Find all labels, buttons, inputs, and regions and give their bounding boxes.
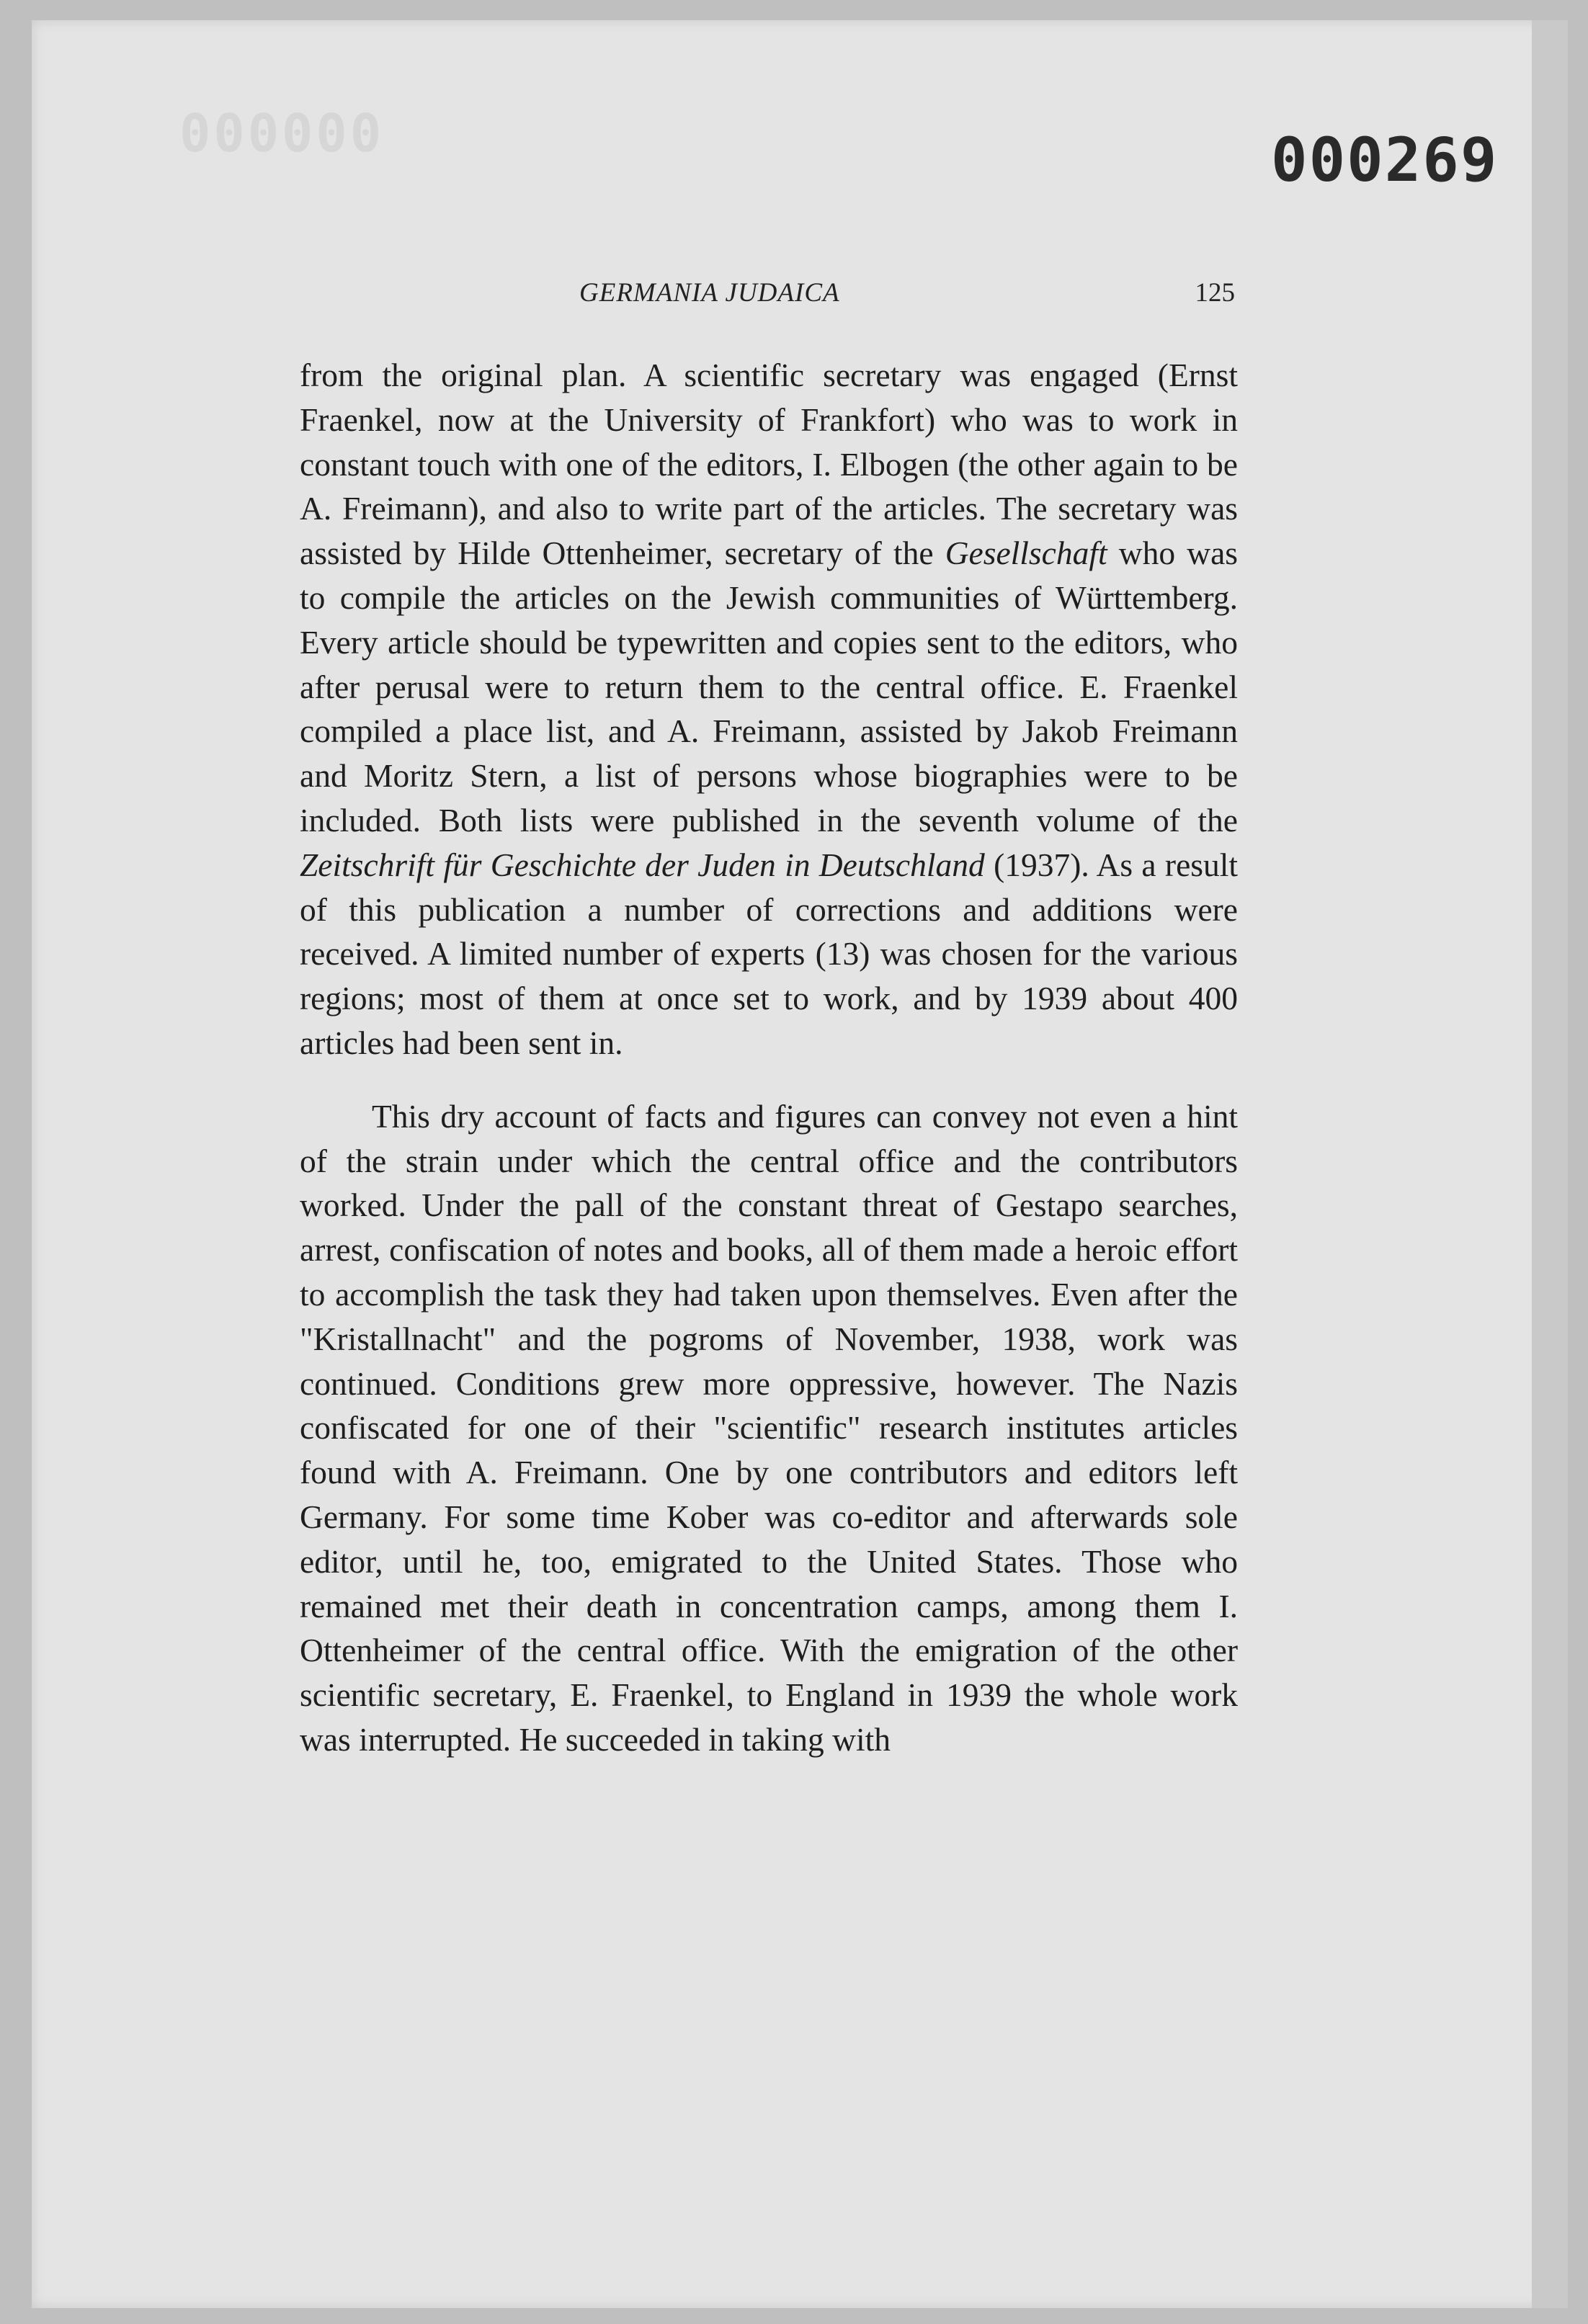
running-head: [298, 277, 1235, 321]
faded-stamp-mark: 000000: [179, 103, 385, 164]
running-title: GERMANIA JUDAICA: [579, 278, 840, 308]
paragraph-2: This dry account of facts and figures can convey not even a hint of the strain under which the central office and the contributors worked. Under the pall of the constant threat of Gestapo searches, arrest, confiscation of notes and books, all of them made a heroic effort to accomplish the task they had taken upon themselves. Even after the "Kristallnacht" and the pogroms of November, 1938, work was continued. Conditions grew more oppressive, however. The Nazis confiscated for one of their "scientific" research institutes articles found with A. Freimann. One by one contributors and editors left Germany. For some time Kober was co-editor and afterwards sole editor, until he, too, emigrated to the United States. Those who remained met their death in concentration camps, among them I. Ottenheimer of the central office. With the emigration of the other scientific secretary, E. Fraenkel, to England in 1939 the whole work was interrupted. He succeeded in taking with: [300, 1097, 1238, 1758]
italic-gesellschaft: Gesellschaft: [945, 535, 1107, 572]
body-text: [300, 353, 1238, 1762]
italic-journal-title: Zeitschrift für Geschichte der Juden in Deutschland: [300, 846, 985, 883]
document-id-stamp: 000269: [1271, 125, 1499, 195]
page-edge: [1532, 20, 1568, 2308]
paragraph-1-part-2: who was to compile the articles on the Jewish communities of Württemberg. Every article should be typewritten and copies sent to the editors, who after perusal were to return them to the central office. E. Fraenkel compiled a place list, and A. Freimann, assisted by Jakob Freimann and Moritz Stern, a list of persons whose biographies were to be included. Both lists were published in the seventh volume of the: [300, 535, 1239, 839]
page-sheet: [32, 20, 1568, 2308]
paragraph-1-part-1: from the original plan. A scientific secretary was engaged (Ernst Fraenkel, now at the University of Frankfort) who was to work in constant touch with one of the editors, I. Elbogen (the other again to be A. Freimann), and also to write part of the articles. The secretary was assisted by Hilde Ottenheimer, secretary of the: [300, 357, 1238, 572]
page-number: 125: [1195, 278, 1235, 308]
paragraph-1-part-3: (1937). As a result of this publication a number of corrections and additions were received. A limited number of experts (13) was chosen for the various regions; most of them at once set to work, and by 1939 about 400 articles had been sent in.: [300, 846, 1239, 1061]
paragraph-1: [300, 353, 1238, 1065]
